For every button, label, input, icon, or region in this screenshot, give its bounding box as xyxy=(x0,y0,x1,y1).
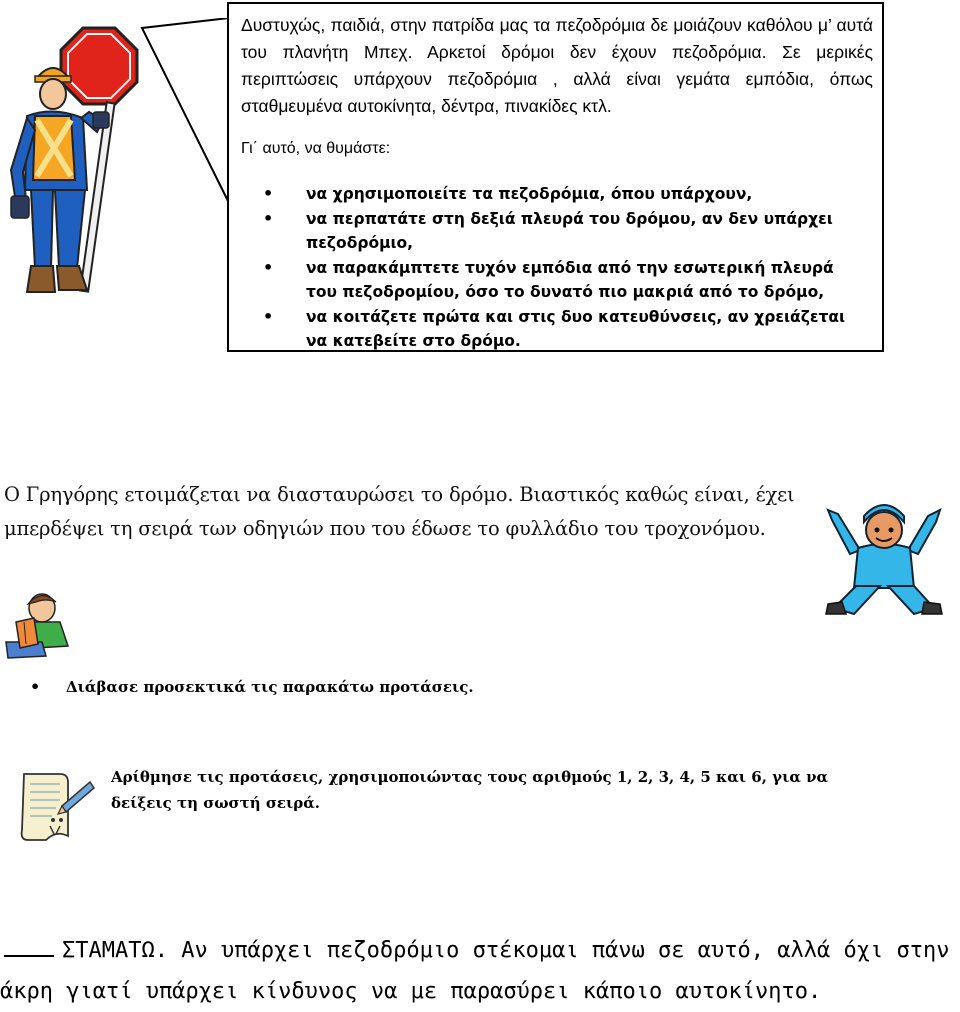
speech-bubble xyxy=(227,2,884,352)
stop-word: ΣΤΑΜΑΤΩ. xyxy=(62,938,168,963)
traffic-officer-icon xyxy=(5,20,155,300)
bubble-intro-text: Δυστυχώς, παιδιά, στην πατρίδα μας τα πεζοδρόμια δε μοιάζουν καθόλου μ’ αυτά του πλανήτη Μπεχ. Αρκετοί δρόμοι δεν έχουν πεζοδρόμια. Σε μερικές περιπτώσεις υπάρχουν πεζοδρόμια , αλλά είναι γεμάτα εμπόδια, όπως σταθμευμένα αυτοκίνητα, δέντρα, πινακίδες κτλ. xyxy=(241,15,873,116)
rules-list xyxy=(241,182,861,352)
rule-item: • να περπατάτε στη δεξιά πλευρά του δρόμου, αν δεν υπάρχει πεζοδρόμιο, xyxy=(241,207,861,256)
jumping-boy-icon xyxy=(820,492,948,620)
read-instruction: Διάβασε προσεκτικά τις παρακάτω προτάσεις. xyxy=(66,678,474,696)
rule-item: • να χρησιμοποιείτε τα πεζοδρόμια, όπου υπάρχουν, xyxy=(241,182,861,207)
rule-item: • να παρακάμπτετε τυχόν εμπόδια από την εσωτερική πλευρά του πεζοδρομίου, όσο το δυνατό πιο μακριά από το δρόμο, xyxy=(241,256,861,305)
answer-blank[interactable] xyxy=(4,935,54,957)
stop-sign-icon xyxy=(61,28,137,104)
stop-sentence xyxy=(0,930,960,1012)
rule-item: • να κοιτάζετε πρώτα και στις δυο κατευθύνσεις, αν χρειάζεται να κατεβείτε στο δρόμο. xyxy=(241,305,861,353)
reading-boy-icon xyxy=(2,588,74,662)
bullet-icon: • xyxy=(30,677,41,696)
story-paragraph: Ο Γρηγόρης ετοιμάζεται να διασταυρώσει το δρόμο. Βιαστικός καθώς είναι, έχει μπερδέψει τη σειρά των οδηγιών που του έδωσε το φυλλάδιο του τροχονόμου. xyxy=(4,483,795,540)
bubble-remember-heading: Γι΄ αυτό, να θυμάστε: xyxy=(241,140,391,157)
speech-bubble-tail xyxy=(140,18,232,208)
number-instruction: Αρίθμησε τις προτάσεις, χρησιμοποιώντας τους αριθμούς 1, 2, 3, 4, 5 και 6, για να δείξεις τη σωστή σειρά. xyxy=(111,768,829,812)
writing-paper-icon xyxy=(16,770,96,850)
stop-sentence-text: Αν υπάρχει πεζοδρόμιο στέκομαι πάνω σε αυτό, αλλά όχι στην άκρη γιατί υπάρχει κίνδυνος να με παρασύρει κάποιο αυτοκίνητο. xyxy=(0,938,950,1004)
